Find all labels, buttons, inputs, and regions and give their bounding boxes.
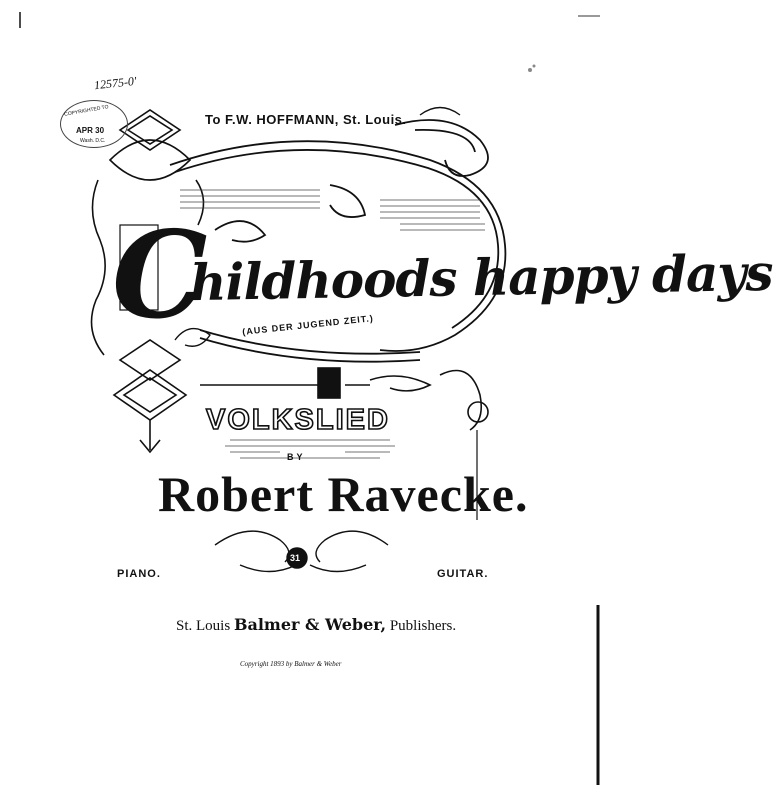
composer-name: Robert Ravecke.	[158, 466, 529, 522]
plate-number: 31	[290, 553, 301, 563]
publisher-line	[176, 615, 456, 635]
stamp-line2: Wash. D.C.	[80, 138, 106, 144]
song-subtitle: (AUS DER JUGEND ZEIT.)	[241, 313, 375, 337]
genre-heading: VOLKSLIED	[206, 404, 390, 436]
stamp-date: APR 30	[76, 126, 105, 135]
instrument-guitar: GUITAR.	[437, 568, 489, 580]
dedication-text: To F.W. HOFFMANN, St. Louis.	[205, 112, 407, 127]
song-title: hildhoods happy days	[189, 242, 773, 313]
accession-number: 12575-0'	[93, 73, 138, 93]
by-label: BY	[287, 452, 306, 462]
copyright-notice: Copyright 1893 by Balmer & Weber	[240, 660, 342, 668]
title-initial: C	[112, 205, 208, 346]
stamp-line1: COPYRIGHTED TO	[63, 104, 110, 118]
publisher-city: St. Louis	[176, 618, 231, 634]
instrument-piano: PIANO.	[117, 568, 161, 580]
publisher-suffix: Publishers.	[389, 618, 457, 634]
publisher-name: Balmer & Weber,	[233, 615, 387, 634]
lower-flourish	[215, 531, 388, 571]
